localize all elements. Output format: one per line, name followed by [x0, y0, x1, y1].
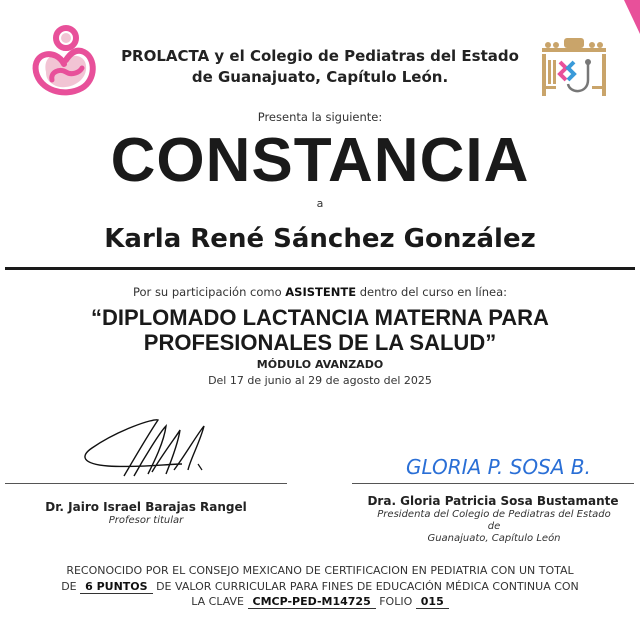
- recognition-line-2: [40, 579, 600, 595]
- header-text: [110, 46, 530, 88]
- participation-role: ASISTENTE: [285, 285, 357, 299]
- certificate-title: CONSTANCIA: [110, 126, 530, 195]
- folio-value: 015: [416, 595, 449, 609]
- colegio-pediatras-logo-icon: [538, 28, 610, 100]
- recognition-line-3: [40, 594, 600, 610]
- signer-2-role-line-1: Presidenta del Colegio de Pediatras del Estado de: [377, 509, 611, 532]
- recognition-line-2-suffix: DE VALOR CURRICULAR PARA FINES DE EDUCACIÓN MÉDICA CONTINUA CON: [156, 579, 579, 593]
- signature-line-2: [352, 483, 634, 484]
- course-title-line-1: “DIPLOMADO LACTANCIA MATERNA PARA: [91, 305, 549, 330]
- divider: [5, 267, 635, 270]
- recognition-line-1: RECONOCIDO POR EL CONSEJO MEXICANO DE CERTIFICACION EN PEDIATRIA CON UN TOTAL: [66, 564, 574, 577]
- course-title-line-2: PROFESIONALES DE LA SALUD”: [143, 330, 497, 355]
- signature-gloria-icon: [400, 450, 600, 480]
- signer-1-role: Profesor titular: [108, 515, 184, 526]
- course-title: [60, 305, 580, 355]
- svg-text:GLORIA P. SOSA B.: GLORIA P. SOSA B.: [406, 455, 591, 479]
- participation-suffix: dentro del curso en línea:: [356, 285, 507, 299]
- signer-2-role: [372, 509, 616, 545]
- folio-label: FOLIO: [379, 595, 413, 608]
- prolacta-logo-icon: [26, 24, 102, 100]
- recognition-text: [40, 563, 600, 610]
- to-word: a: [316, 197, 324, 210]
- participation-prefix: Por su participación como: [133, 285, 286, 299]
- signature-jairo-icon: [78, 412, 218, 482]
- header-line-2: de Guanajuato, Capítulo León.: [191, 68, 449, 86]
- clave-value: CMCP-PED-M14725: [248, 595, 376, 609]
- recognition-de: DE: [61, 579, 77, 593]
- header-line-1: PROLACTA y el Colegio de Pediatras del Estado: [121, 47, 519, 65]
- pink-corner-decoration: [624, 0, 640, 34]
- course-module: MÓDULO AVANZADO: [256, 358, 384, 371]
- intro-text: Presenta la siguiente:: [257, 110, 383, 124]
- participation-text: [0, 285, 640, 299]
- clave-label: LA CLAVE: [191, 595, 245, 608]
- signature-line-1: [5, 483, 287, 484]
- signer-2-role-line-2: Guanajuato, Capítulo León: [427, 533, 561, 544]
- signer-1-name: Dr. Jairo Israel Barajas Rangel: [45, 500, 247, 514]
- recipient-name: Karla René Sánchez González: [104, 224, 536, 254]
- signer-2-name: Dra. Gloria Patricia Sosa Bustamante: [367, 494, 619, 508]
- course-dates: Del 17 de junio al 29 de agosto del 2025: [208, 374, 432, 387]
- points-value: 6 PUNTOS: [80, 580, 152, 594]
